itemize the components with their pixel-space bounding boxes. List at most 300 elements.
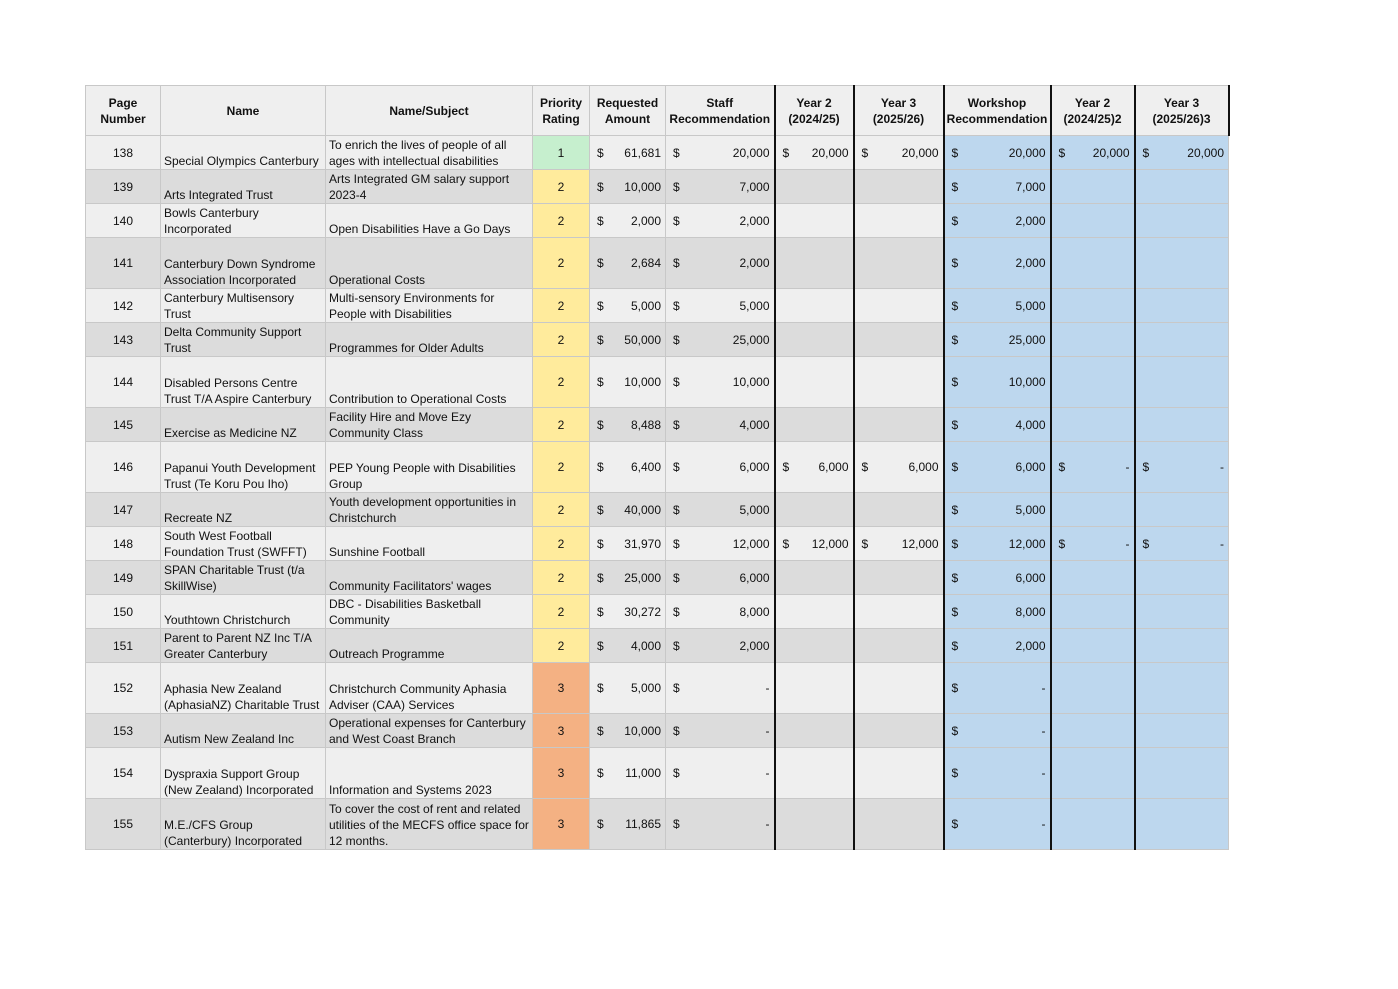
- name-cell: Youthtown Christchurch: [161, 595, 326, 629]
- table-row: [86, 595, 1229, 629]
- requested-amount-cell: [590, 799, 666, 850]
- currency-symbol: $: [673, 460, 680, 474]
- workshop-recommendation-cell-amount: 7,000: [1015, 179, 1046, 194]
- page-number-cell: 140: [86, 204, 161, 238]
- page-number-cell: 145: [86, 408, 161, 442]
- workshop-year2-cell-amount: 20,000: [1092, 145, 1130, 160]
- workshop-year2-cell: [1051, 408, 1135, 442]
- workshop-year3-cell: [1135, 714, 1229, 748]
- currency-symbol: $: [597, 460, 604, 474]
- name-cell: Bowls Canterbury Incorporated: [161, 204, 326, 238]
- requested-amount-cell: [590, 408, 666, 442]
- currency-symbol: $: [597, 570, 604, 585]
- requested-amount-cell-amount: 5,000: [630, 298, 661, 313]
- priority-rating-cell: 2: [533, 238, 590, 289]
- currency-symbol: $: [951, 417, 959, 432]
- currency-symbol: $: [597, 638, 604, 653]
- year2-cell: [775, 357, 854, 408]
- workshop-recommendation-cell: [944, 663, 1051, 714]
- year2-cell: [775, 748, 854, 799]
- priority-rating-cell: 2: [533, 289, 590, 323]
- currency-symbol: $: [673, 213, 680, 228]
- header-staff-recommendation: Staff Recommendation: [666, 86, 775, 136]
- name-cell: Arts Integrated Trust: [161, 170, 326, 204]
- page-number-cell: 153: [86, 714, 161, 748]
- page-number-cell: 150: [86, 595, 161, 629]
- name-cell: SPAN Charitable Trust (t/a SkillWise): [161, 561, 326, 595]
- staff-recommendation-cell-amount: 2,000: [739, 213, 770, 228]
- workshop-recommendation-cell: [944, 629, 1051, 663]
- page-number-cell: 154: [86, 748, 161, 799]
- header-year3: Year 3 (2025/26): [854, 86, 944, 136]
- currency-symbol: $: [597, 145, 604, 160]
- priority-rating-cell: 2: [533, 595, 590, 629]
- name-cell: Canterbury Down Syndrome Association Incorporated: [161, 238, 326, 289]
- workshop-recommendation-cell: [944, 748, 1051, 799]
- year2-cell-amount: 20,000: [811, 145, 849, 160]
- workshop-year3-cell-amount: -: [1220, 460, 1224, 474]
- staff-recommendation-cell-amount: 20,000: [732, 145, 770, 160]
- requested-amount-cell-amount: 5,000: [630, 681, 661, 695]
- year3-cell: [854, 663, 944, 714]
- staff-recommendation-cell: [666, 663, 775, 714]
- table-row: [86, 323, 1229, 357]
- workshop-year2-cell: [1051, 493, 1135, 527]
- page-number-cell: 143: [86, 323, 161, 357]
- currency-symbol: $: [1142, 536, 1150, 551]
- table-row: [86, 238, 1229, 289]
- page-number-cell: 142: [86, 289, 161, 323]
- table-row: [86, 799, 1229, 850]
- workshop-year2-cell: [1051, 442, 1135, 493]
- page-number-cell: 155: [86, 799, 161, 850]
- workshop-year3-cell: [1135, 289, 1229, 323]
- workshop-year2-cell: [1051, 238, 1135, 289]
- year3-cell-amount: 20,000: [901, 145, 939, 160]
- requested-amount-cell: [590, 714, 666, 748]
- subject-cell: Operational expenses for Canterbury and West Coast Branch: [326, 714, 533, 748]
- header-page-number: Page Number: [86, 86, 161, 136]
- requested-amount-cell-amount: 8,488: [630, 417, 661, 432]
- requested-amount-cell: [590, 595, 666, 629]
- header-name: Name: [161, 86, 326, 136]
- currency-symbol: $: [597, 604, 604, 619]
- subject-cell: Outreach Programme: [326, 629, 533, 663]
- staff-recommendation-cell: [666, 561, 775, 595]
- staff-recommendation-cell: [666, 170, 775, 204]
- currency-symbol: $: [951, 817, 959, 831]
- currency-symbol: $: [951, 256, 959, 270]
- staff-recommendation-cell: [666, 714, 775, 748]
- currency-symbol: $: [597, 332, 604, 347]
- requested-amount-cell: [590, 442, 666, 493]
- workshop-recommendation-cell-amount: 4,000: [1015, 417, 1046, 432]
- year2-cell: [775, 629, 854, 663]
- workshop-recommendation-cell-amount: -: [1041, 817, 1046, 831]
- requested-amount-cell-amount: 61,681: [624, 145, 661, 160]
- requested-amount-cell: [590, 323, 666, 357]
- currency-symbol: $: [597, 817, 604, 831]
- header-year2: Year 2 (2024/25): [775, 86, 854, 136]
- name-cell: Papanui Youth Development Trust (Te Koru Pou Iho): [161, 442, 326, 493]
- name-cell: South West Football Foundation Trust (SWFFT): [161, 527, 326, 561]
- workshop-recommendation-cell-amount: 10,000: [1008, 375, 1046, 389]
- subject-cell: Sunshine Football: [326, 527, 533, 561]
- staff-recommendation-cell-amount: 10,000: [732, 375, 770, 389]
- year3-cell-amount: 12,000: [901, 536, 939, 551]
- table-row: [86, 170, 1229, 204]
- currency-symbol: $: [597, 681, 604, 695]
- workshop-year2-cell: [1051, 595, 1135, 629]
- priority-rating-cell: 2: [533, 527, 590, 561]
- workshop-recommendation-cell: [944, 493, 1051, 527]
- header-workshop-recommendation: Workshop Recommendation: [944, 86, 1051, 136]
- staff-recommendation-cell-amount: 25,000: [732, 332, 770, 347]
- workshop-recommendation-cell: [944, 136, 1051, 170]
- workshop-year3-cell: [1135, 493, 1229, 527]
- workshop-year3-cell: [1135, 663, 1229, 714]
- workshop-year2-cell: [1051, 323, 1135, 357]
- staff-recommendation-cell: [666, 289, 775, 323]
- grants-table: [85, 85, 1230, 850]
- subject-cell: Contribution to Operational Costs: [326, 357, 533, 408]
- currency-symbol: $: [597, 375, 604, 389]
- priority-rating-cell: 2: [533, 204, 590, 238]
- staff-recommendation-cell: [666, 238, 775, 289]
- currency-symbol: $: [951, 536, 959, 551]
- table-row: [86, 204, 1229, 238]
- year2-cell: [775, 136, 854, 170]
- workshop-recommendation-cell-amount: 6,000: [1015, 460, 1046, 474]
- year2-cell: [775, 323, 854, 357]
- priority-rating-cell: 3: [533, 714, 590, 748]
- priority-rating-cell: 2: [533, 561, 590, 595]
- header-requested: Requested Amount: [590, 86, 666, 136]
- year3-cell: [854, 799, 944, 850]
- currency-symbol: $: [951, 332, 959, 347]
- page-number-cell: 149: [86, 561, 161, 595]
- subject-cell: Facility Hire and Move Ezy Community Class: [326, 408, 533, 442]
- year3-cell: [854, 323, 944, 357]
- workshop-recommendation-cell: [944, 527, 1051, 561]
- workshop-recommendation-cell-amount: -: [1041, 766, 1046, 780]
- priority-rating-cell: 1: [533, 136, 590, 170]
- currency-symbol: $: [951, 145, 959, 160]
- currency-symbol: $: [673, 332, 680, 347]
- name-cell: Exercise as Medicine NZ: [161, 408, 326, 442]
- priority-rating-cell: 3: [533, 663, 590, 714]
- year3-cell: [854, 493, 944, 527]
- workshop-recommendation-cell-amount: -: [1041, 681, 1046, 695]
- table-body: [86, 136, 1229, 850]
- requested-amount-cell-amount: 2,000: [630, 213, 661, 228]
- year2-cell: [775, 442, 854, 493]
- staff-recommendation-cell-amount: -: [765, 817, 770, 831]
- requested-amount-cell-amount: 40,000: [624, 502, 661, 517]
- staff-recommendation-cell-amount: -: [765, 766, 770, 780]
- year3-cell: [854, 170, 944, 204]
- workshop-year3-cell: [1135, 748, 1229, 799]
- workshop-year3-cell: [1135, 561, 1229, 595]
- requested-amount-cell: [590, 289, 666, 323]
- staff-recommendation-cell: [666, 357, 775, 408]
- requested-amount-cell: [590, 493, 666, 527]
- year2-cell: [775, 527, 854, 561]
- requested-amount-cell-amount: 10,000: [624, 375, 661, 389]
- year3-cell-amount: 6,000: [908, 460, 939, 474]
- staff-recommendation-cell: [666, 748, 775, 799]
- workshop-recommendation-cell: [944, 799, 1051, 850]
- requested-amount-cell: [590, 527, 666, 561]
- year2-cell: [775, 289, 854, 323]
- requested-amount-cell-amount: 50,000: [624, 332, 661, 347]
- currency-symbol: $: [951, 638, 959, 653]
- subject-cell: DBC - Disabilities Basketball Community: [326, 595, 533, 629]
- currency-symbol: $: [673, 417, 680, 432]
- requested-amount-cell: [590, 357, 666, 408]
- subject-cell: Operational Costs: [326, 238, 533, 289]
- staff-recommendation-cell-amount: 12,000: [732, 536, 770, 551]
- page-number-cell: 146: [86, 442, 161, 493]
- staff-recommendation-cell: [666, 323, 775, 357]
- name-cell: Disabled Persons Centre Trust T/A Aspire Canterbury: [161, 357, 326, 408]
- page-number-cell: 139: [86, 170, 161, 204]
- workshop-recommendation-cell: [944, 238, 1051, 289]
- currency-symbol: $: [782, 460, 790, 474]
- workshop-year2-cell-amount: -: [1125, 536, 1130, 551]
- workshop-year2-cell: [1051, 136, 1135, 170]
- name-cell: Dyspraxia Support Group (New Zealand) Incorporated: [161, 748, 326, 799]
- year3-cell: [854, 629, 944, 663]
- workshop-year2-cell: [1051, 204, 1135, 238]
- name-cell: Parent to Parent NZ Inc T/A Greater Canterbury: [161, 629, 326, 663]
- staff-recommendation-cell: [666, 204, 775, 238]
- table-row: [86, 527, 1229, 561]
- requested-amount-cell-amount: 10,000: [624, 723, 661, 738]
- workshop-year2-cell: [1051, 663, 1135, 714]
- currency-symbol: $: [1142, 460, 1150, 474]
- currency-symbol: $: [1058, 145, 1066, 160]
- year3-cell: [854, 238, 944, 289]
- requested-amount-cell: [590, 629, 666, 663]
- workshop-recommendation-cell: [944, 442, 1051, 493]
- staff-recommendation-cell: [666, 493, 775, 527]
- workshop-recommendation-cell-amount: 5,000: [1015, 502, 1046, 517]
- workshop-year2-cell: [1051, 527, 1135, 561]
- workshop-recommendation-cell: [944, 204, 1051, 238]
- requested-amount-cell-amount: 4,000: [630, 638, 661, 653]
- currency-symbol: $: [597, 417, 604, 432]
- workshop-year3-cell-amount: 20,000: [1187, 145, 1224, 160]
- header-subject: Name/Subject: [326, 86, 533, 136]
- workshop-recommendation-cell-amount: 6,000: [1015, 570, 1046, 585]
- year2-cell-amount: 12,000: [811, 536, 849, 551]
- staff-recommendation-cell-amount: 6,000: [739, 460, 770, 474]
- page-number-cell: 147: [86, 493, 161, 527]
- staff-recommendation-cell-amount: 5,000: [739, 502, 770, 517]
- workshop-year3-cell: [1135, 357, 1229, 408]
- requested-amount-cell-amount: 2,684: [630, 256, 661, 270]
- staff-recommendation-cell-amount: 5,000: [739, 298, 770, 313]
- workshop-year3-cell: [1135, 527, 1229, 561]
- requested-amount-cell-amount: 31,970: [624, 536, 661, 551]
- name-cell: Delta Community Support Trust: [161, 323, 326, 357]
- table-row: [86, 289, 1229, 323]
- year2-cell: [775, 561, 854, 595]
- workshop-recommendation-cell-amount: 25,000: [1008, 332, 1046, 347]
- currency-symbol: $: [951, 460, 959, 474]
- subject-cell: Multi-sensory Environments for People with Disabilities: [326, 289, 533, 323]
- workshop-year2-cell: [1051, 799, 1135, 850]
- requested-amount-cell: [590, 170, 666, 204]
- workshop-year3-cell: [1135, 799, 1229, 850]
- currency-symbol: $: [951, 179, 959, 194]
- staff-recommendation-cell: [666, 442, 775, 493]
- table-row: [86, 442, 1229, 493]
- workshop-year3-cell-amount: -: [1220, 536, 1224, 551]
- workshop-recommendation-cell: [944, 408, 1051, 442]
- page-number-cell: 138: [86, 136, 161, 170]
- currency-symbol: $: [673, 766, 680, 780]
- currency-symbol: $: [597, 256, 604, 270]
- subject-cell: To enrich the lives of people of all ages with intellectual disabilities: [326, 136, 533, 170]
- header-workshop-year3: Year 3 (2025/26)3: [1135, 86, 1229, 136]
- subject-cell: Christchurch Community Aphasia Adviser (CAA) Services: [326, 663, 533, 714]
- currency-symbol: $: [673, 375, 680, 389]
- workshop-year3-cell: [1135, 595, 1229, 629]
- currency-symbol: $: [597, 179, 604, 194]
- currency-symbol: $: [782, 145, 790, 160]
- subject-cell: Community Facilitators' wages: [326, 561, 533, 595]
- workshop-recommendation-cell-amount: 12,000: [1008, 536, 1046, 551]
- page-number-cell: 148: [86, 527, 161, 561]
- staff-recommendation-cell-amount: 7,000: [739, 179, 770, 194]
- currency-symbol: $: [597, 298, 604, 313]
- year3-cell: [854, 204, 944, 238]
- workshop-recommendation-cell-amount: -: [1041, 723, 1046, 738]
- year3-cell: [854, 442, 944, 493]
- subject-cell: Open Disabilities Have a Go Days: [326, 204, 533, 238]
- currency-symbol: $: [673, 681, 680, 695]
- table-row: [86, 136, 1229, 170]
- workshop-year2-cell: [1051, 714, 1135, 748]
- priority-rating-cell: 2: [533, 442, 590, 493]
- currency-symbol: $: [597, 536, 604, 551]
- workshop-recommendation-cell-amount: 2,000: [1015, 256, 1046, 270]
- name-cell: Special Olympics Canterbury: [161, 136, 326, 170]
- page-number-cell: 141: [86, 238, 161, 289]
- currency-symbol: $: [673, 298, 680, 313]
- name-cell: M.E./CFS Group (Canterbury) Incorporated: [161, 799, 326, 850]
- requested-amount-cell-amount: 6,400: [630, 460, 661, 474]
- priority-rating-cell: 2: [533, 323, 590, 357]
- year2-cell-amount: 6,000: [818, 460, 849, 474]
- currency-symbol: $: [951, 502, 959, 517]
- currency-symbol: $: [951, 298, 959, 313]
- workshop-year2-cell-amount: -: [1125, 460, 1130, 474]
- priority-rating-cell: 3: [533, 799, 590, 850]
- priority-rating-cell: 2: [533, 629, 590, 663]
- page-number-cell: 151: [86, 629, 161, 663]
- year3-cell: [854, 595, 944, 629]
- currency-symbol: $: [951, 604, 959, 619]
- year3-cell: [854, 748, 944, 799]
- staff-recommendation-cell: [666, 799, 775, 850]
- year2-cell: [775, 204, 854, 238]
- currency-symbol: $: [1058, 536, 1066, 551]
- workshop-recommendation-cell-amount: 8,000: [1015, 604, 1046, 619]
- name-cell: Autism New Zealand Inc: [161, 714, 326, 748]
- year3-cell: [854, 136, 944, 170]
- currency-symbol: $: [782, 536, 790, 551]
- workshop-recommendation-cell: [944, 561, 1051, 595]
- subject-cell: PEP Young People with Disabilities Group: [326, 442, 533, 493]
- workshop-year3-cell: [1135, 204, 1229, 238]
- staff-recommendation-cell: [666, 629, 775, 663]
- currency-symbol: $: [951, 213, 959, 228]
- requested-amount-cell-amount: 10,000: [624, 179, 661, 194]
- year2-cell: [775, 799, 854, 850]
- currency-symbol: $: [673, 145, 680, 160]
- currency-symbol: $: [597, 766, 604, 780]
- priority-rating-cell: 2: [533, 493, 590, 527]
- subject-cell: Arts Integrated GM salary support 2023-4: [326, 170, 533, 204]
- workshop-recommendation-cell: [944, 170, 1051, 204]
- workshop-year3-cell: [1135, 238, 1229, 289]
- currency-symbol: $: [673, 638, 680, 653]
- requested-amount-cell-amount: 30,272: [624, 604, 661, 619]
- year2-cell: [775, 238, 854, 289]
- workshop-recommendation-cell-amount: 2,000: [1015, 638, 1046, 653]
- staff-recommendation-cell: [666, 595, 775, 629]
- currency-symbol: $: [673, 817, 680, 831]
- currency-symbol: $: [673, 502, 680, 517]
- staff-recommendation-cell-amount: -: [765, 723, 770, 738]
- workshop-year3-cell: [1135, 323, 1229, 357]
- workshop-recommendation-cell: [944, 323, 1051, 357]
- year3-cell: [854, 527, 944, 561]
- currency-symbol: $: [673, 723, 680, 738]
- page-number-cell: 152: [86, 663, 161, 714]
- currency-symbol: $: [673, 570, 680, 585]
- requested-amount-cell: [590, 204, 666, 238]
- year3-cell: [854, 561, 944, 595]
- table-row: [86, 357, 1229, 408]
- workshop-recommendation-cell-amount: 2,000: [1015, 213, 1046, 228]
- currency-symbol: $: [673, 536, 680, 551]
- workshop-recommendation-cell: [944, 289, 1051, 323]
- name-cell: Aphasia New Zealand (AphasiaNZ) Charitable Trust: [161, 663, 326, 714]
- name-cell: Canterbury Multisensory Trust: [161, 289, 326, 323]
- workshop-year3-cell: [1135, 136, 1229, 170]
- currency-symbol: $: [1058, 460, 1066, 474]
- year2-cell: [775, 493, 854, 527]
- subject-cell: Information and Systems 2023: [326, 748, 533, 799]
- workshop-year3-cell: [1135, 408, 1229, 442]
- requested-amount-cell-amount: 11,000: [625, 766, 661, 780]
- year2-cell: [775, 714, 854, 748]
- year3-cell: [854, 357, 944, 408]
- currency-symbol: $: [951, 766, 959, 780]
- requested-amount-cell: [590, 238, 666, 289]
- staff-recommendation-cell-amount: 6,000: [739, 570, 770, 585]
- workshop-year2-cell: [1051, 561, 1135, 595]
- page-number-cell: 144: [86, 357, 161, 408]
- currency-symbol: $: [951, 375, 959, 389]
- table-row: [86, 408, 1229, 442]
- currency-symbol: $: [673, 256, 680, 270]
- year3-cell: [854, 408, 944, 442]
